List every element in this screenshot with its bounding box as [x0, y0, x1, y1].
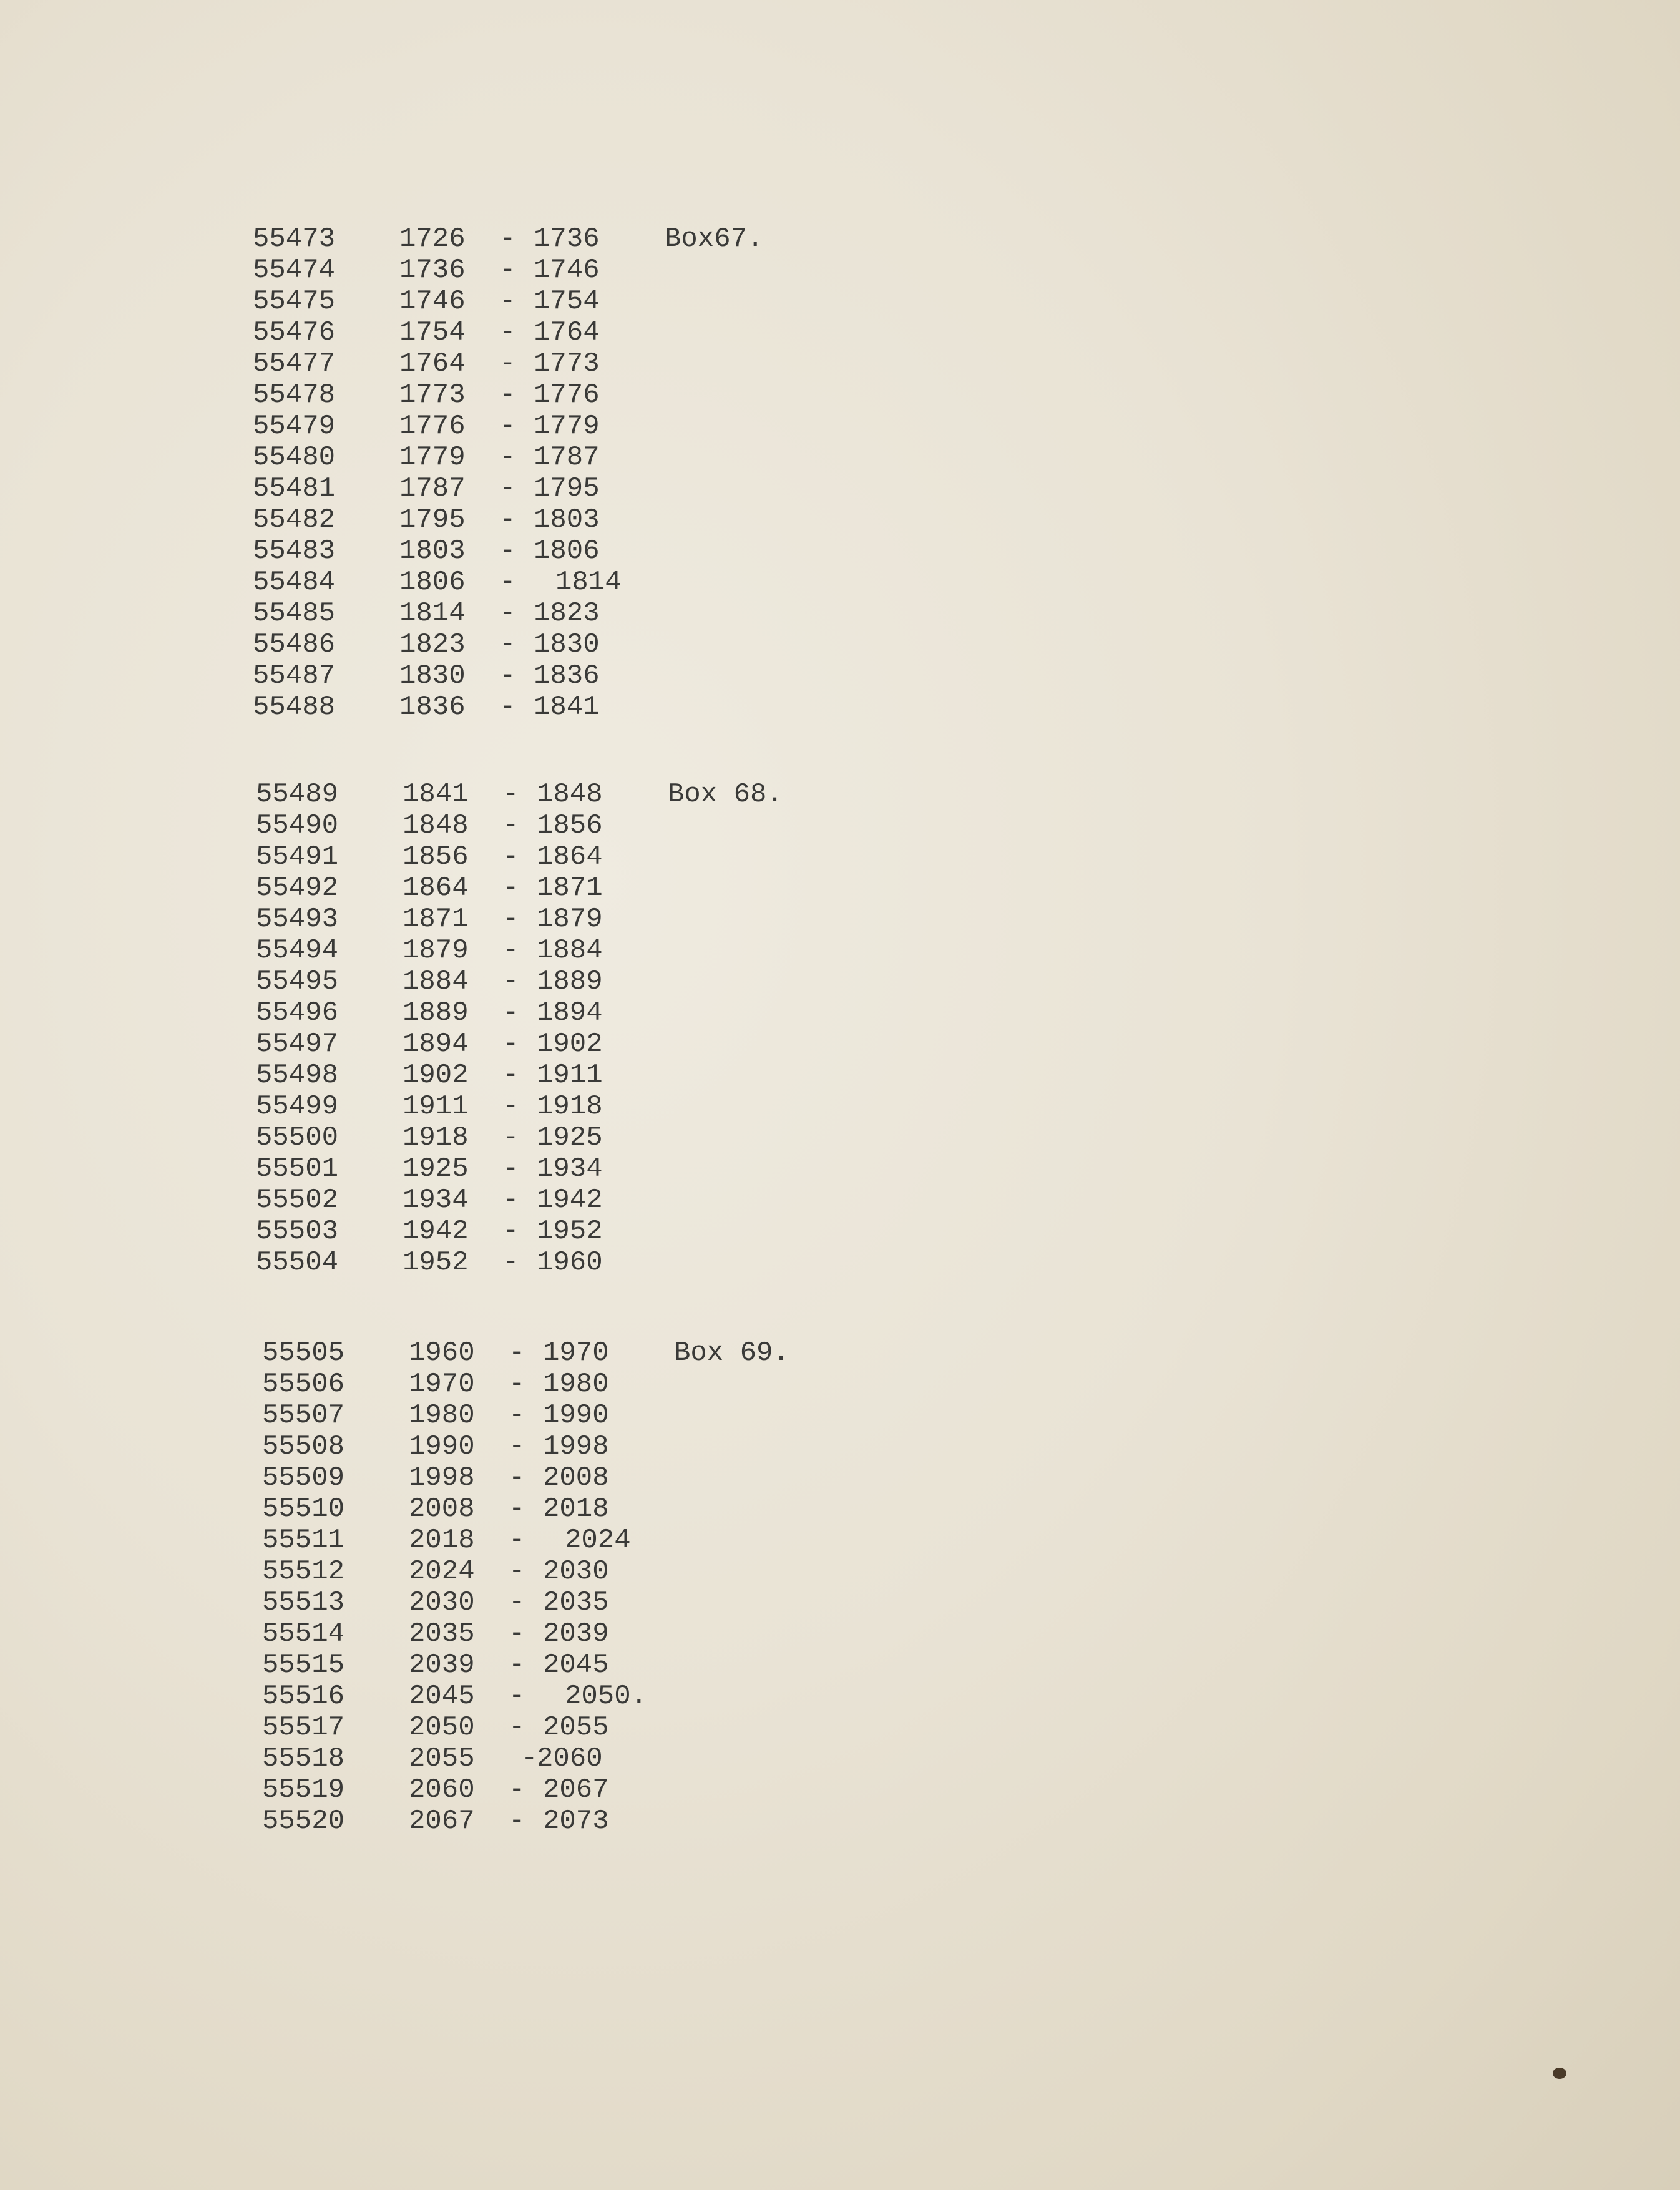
range-dash: - — [521, 1743, 538, 1774]
start-year: 2018 — [409, 1525, 475, 1556]
start-year: 1871 — [403, 904, 469, 935]
start-year: 1806 — [399, 567, 466, 598]
end-year: 1754 — [534, 286, 600, 317]
start-year: 1795 — [399, 504, 466, 535]
end-year: 1934 — [537, 1153, 603, 1185]
end-year: 1806 — [534, 535, 600, 567]
reel-row — [256, 1185, 880, 1216]
reel-row — [256, 1216, 880, 1247]
reel-row — [262, 1369, 886, 1400]
start-year: 1925 — [403, 1153, 469, 1185]
range-dash: - — [502, 904, 519, 935]
reel-row — [262, 1431, 886, 1462]
reel-row — [262, 1556, 886, 1587]
reel-number: 55495 — [256, 966, 339, 997]
start-year: 1942 — [403, 1216, 469, 1247]
reel-number: 55518 — [262, 1743, 345, 1774]
start-year: 1998 — [409, 1462, 475, 1493]
range-dash: - — [509, 1337, 525, 1369]
reel-number: 55480 — [253, 442, 336, 473]
range-dash: - — [499, 660, 516, 692]
end-year: 2055 — [543, 1712, 609, 1743]
reel-number: 55510 — [262, 1493, 345, 1525]
reel-row — [253, 660, 877, 692]
range-dash: - — [502, 1247, 519, 1278]
range-dash: - — [499, 567, 516, 598]
end-year: 1960 — [537, 1247, 603, 1278]
range-dash: - — [499, 629, 516, 660]
range-dash: - — [499, 379, 516, 411]
reel-number: 55512 — [262, 1556, 345, 1587]
end-year: 2018 — [543, 1493, 609, 1525]
end-year: 1836 — [534, 660, 600, 692]
range-dash: - — [499, 255, 516, 286]
reel-row — [253, 598, 877, 629]
paper-blemish — [1553, 2068, 1566, 2079]
reel-row — [253, 692, 877, 723]
reel-row — [253, 473, 877, 504]
reel-row — [262, 1743, 886, 1774]
reel-row — [256, 997, 880, 1029]
reel-number: 55474 — [253, 255, 336, 286]
reel-number: 55494 — [256, 935, 339, 966]
box-label: Box 69. — [674, 1337, 789, 1369]
end-year: 2035 — [543, 1587, 609, 1618]
start-year: 1726 — [399, 223, 466, 255]
start-year: 1918 — [403, 1122, 469, 1153]
start-year: 1884 — [403, 966, 469, 997]
reel-row — [262, 1774, 886, 1806]
reel-row — [262, 1337, 886, 1369]
start-year: 1864 — [403, 873, 469, 904]
range-dash: - — [502, 873, 519, 904]
range-dash: - — [502, 779, 519, 810]
range-dash: - — [509, 1774, 525, 1806]
reel-number: 55473 — [253, 223, 336, 255]
end-year: 1814 — [555, 567, 622, 598]
reel-number: 55519 — [262, 1774, 345, 1806]
reel-row — [256, 1153, 880, 1185]
reel-number: 55514 — [262, 1618, 345, 1650]
reel-number: 55485 — [253, 598, 336, 629]
start-year: 2067 — [409, 1806, 475, 1837]
reel-number: 55486 — [253, 629, 336, 660]
end-year: 1803 — [534, 504, 600, 535]
range-dash: - — [502, 1029, 519, 1060]
end-year: 2045 — [543, 1650, 609, 1681]
range-dash: - — [509, 1556, 525, 1587]
reel-number: 55504 — [256, 1247, 339, 1278]
reel-group-box-67 — [253, 223, 877, 723]
start-year: 1911 — [403, 1091, 469, 1122]
reel-row — [262, 1462, 886, 1493]
start-year: 2039 — [409, 1650, 475, 1681]
range-dash: - — [509, 1369, 525, 1400]
reel-number: 55483 — [253, 535, 336, 567]
end-year: 1864 — [537, 841, 603, 873]
start-year: 1960 — [409, 1337, 475, 1369]
range-dash: - — [509, 1493, 525, 1525]
reel-number: 55490 — [256, 810, 339, 841]
reel-row — [256, 1247, 880, 1278]
reel-number: 55491 — [256, 841, 339, 873]
start-year: 2060 — [409, 1774, 475, 1806]
start-year: 1848 — [403, 810, 469, 841]
end-year: 1889 — [537, 966, 603, 997]
reel-row — [253, 379, 877, 411]
end-year: 1841 — [534, 692, 600, 723]
reel-row — [253, 255, 877, 286]
reel-row — [256, 810, 880, 841]
reel-row — [256, 841, 880, 873]
end-year: 1918 — [537, 1091, 603, 1122]
range-dash: - — [509, 1681, 525, 1712]
start-year: 1776 — [399, 411, 466, 442]
reel-number: 55511 — [262, 1525, 345, 1556]
end-year: 1990 — [543, 1400, 609, 1431]
start-year: 1773 — [399, 379, 466, 411]
reel-number: 55516 — [262, 1681, 345, 1712]
end-year: 2024 — [565, 1525, 631, 1556]
start-year: 2045 — [409, 1681, 475, 1712]
end-year: 1776 — [534, 379, 600, 411]
end-year: 1787 — [534, 442, 600, 473]
range-dash: - — [509, 1462, 525, 1493]
start-year: 1902 — [403, 1060, 469, 1091]
reel-number: 55482 — [253, 504, 336, 535]
range-dash: - — [502, 1153, 519, 1185]
range-dash: - — [509, 1618, 525, 1650]
end-year: 1871 — [537, 873, 603, 904]
reel-number: 55477 — [253, 348, 336, 379]
end-year: 1879 — [537, 904, 603, 935]
start-year: 1856 — [403, 841, 469, 873]
start-year: 2030 — [409, 1587, 475, 1618]
range-dash: - — [509, 1525, 525, 1556]
range-dash: - — [509, 1587, 525, 1618]
reel-row — [262, 1618, 886, 1650]
reel-number: 55497 — [256, 1029, 339, 1060]
range-dash: - — [502, 1091, 519, 1122]
reel-number: 55476 — [253, 317, 336, 348]
range-dash: - — [502, 997, 519, 1029]
start-year: 2055 — [409, 1743, 475, 1774]
start-year: 1934 — [403, 1185, 469, 1216]
reel-row — [253, 567, 877, 598]
range-dash: - — [499, 598, 516, 629]
end-year: 1746 — [534, 255, 600, 286]
start-year: 1879 — [403, 935, 469, 966]
range-dash: - — [499, 286, 516, 317]
reel-number: 55499 — [256, 1091, 339, 1122]
reel-number: 55505 — [262, 1337, 345, 1369]
reel-number: 55492 — [256, 873, 339, 904]
end-year: 2067 — [543, 1774, 609, 1806]
range-dash: - — [509, 1712, 525, 1743]
reel-number: 55501 — [256, 1153, 339, 1185]
start-year: 1980 — [409, 1400, 475, 1431]
reel-row — [262, 1681, 886, 1712]
reel-row — [253, 223, 877, 255]
range-dash: - — [502, 841, 519, 873]
reel-group-box-69 — [262, 1337, 886, 1837]
range-dash: - — [499, 348, 516, 379]
end-year: 1942 — [537, 1185, 603, 1216]
range-dash: - — [502, 1185, 519, 1216]
reel-number: 55515 — [262, 1650, 345, 1681]
range-dash: - — [499, 411, 516, 442]
reel-row — [253, 411, 877, 442]
end-year: 1779 — [534, 411, 600, 442]
reel-row — [262, 1400, 886, 1431]
reel-number: 55503 — [256, 1216, 339, 1247]
end-year: 2008 — [543, 1462, 609, 1493]
reel-row — [253, 286, 877, 317]
start-year: 1830 — [399, 660, 466, 692]
reel-row — [256, 1091, 880, 1122]
range-dash: - — [502, 1216, 519, 1247]
range-dash: - — [499, 442, 516, 473]
range-dash: - — [502, 1122, 519, 1153]
reel-row — [253, 504, 877, 535]
reel-number: 55481 — [253, 473, 336, 504]
reel-number: 55493 — [256, 904, 339, 935]
range-dash: - — [502, 810, 519, 841]
range-dash: - — [499, 535, 516, 567]
start-year: 1823 — [399, 629, 466, 660]
range-dash: - — [499, 692, 516, 723]
end-year: 2030 — [543, 1556, 609, 1587]
range-dash: - — [499, 473, 516, 504]
reel-row — [253, 348, 877, 379]
range-dash: - — [502, 1060, 519, 1091]
reel-number: 55489 — [256, 779, 339, 810]
reel-row — [256, 779, 880, 810]
reel-number: 55508 — [262, 1431, 345, 1462]
range-dash: - — [509, 1650, 525, 1681]
start-year: 1841 — [403, 779, 469, 810]
reel-number: 55520 — [262, 1806, 345, 1837]
reel-number: 55509 — [262, 1462, 345, 1493]
start-year: 1889 — [403, 997, 469, 1029]
box-label: Box 68. — [668, 779, 783, 810]
reel-number: 55507 — [262, 1400, 345, 1431]
end-year: 2039 — [543, 1618, 609, 1650]
start-year: 1970 — [409, 1369, 475, 1400]
reel-row — [256, 966, 880, 997]
reel-number: 55475 — [253, 286, 336, 317]
end-year: 2060 — [537, 1743, 603, 1774]
end-year: 1884 — [537, 935, 603, 966]
range-dash: - — [509, 1806, 525, 1837]
reel-group-box-68 — [256, 779, 880, 1278]
reel-row — [262, 1712, 886, 1743]
start-year: 2024 — [409, 1556, 475, 1587]
reel-number: 55506 — [262, 1369, 345, 1400]
reel-row — [253, 442, 877, 473]
end-year: 1911 — [537, 1060, 603, 1091]
range-dash: - — [502, 935, 519, 966]
end-year: 1823 — [534, 598, 600, 629]
end-year: 1998 — [543, 1431, 609, 1462]
reel-row — [262, 1525, 886, 1556]
end-year: 1773 — [534, 348, 600, 379]
reel-number: 55496 — [256, 997, 339, 1029]
reel-row — [253, 535, 877, 567]
end-year: 2050. — [565, 1681, 648, 1712]
start-year: 1754 — [399, 317, 466, 348]
start-year: 1764 — [399, 348, 466, 379]
start-year: 2035 — [409, 1618, 475, 1650]
range-dash: - — [499, 223, 516, 255]
end-year: 1848 — [537, 779, 603, 810]
reel-row — [256, 1122, 880, 1153]
start-year: 2050 — [409, 1712, 475, 1743]
start-year: 1952 — [403, 1247, 469, 1278]
range-dash: - — [499, 504, 516, 535]
reel-number: 55502 — [256, 1185, 339, 1216]
reel-row — [262, 1493, 886, 1525]
start-year: 1814 — [399, 598, 466, 629]
reel-row — [262, 1587, 886, 1618]
end-year: 1980 — [543, 1369, 609, 1400]
reel-row — [256, 1029, 880, 1060]
start-year: 1736 — [399, 255, 466, 286]
reel-row — [256, 873, 880, 904]
start-year: 1990 — [409, 1431, 475, 1462]
start-year: 2008 — [409, 1493, 475, 1525]
reel-number: 55478 — [253, 379, 336, 411]
start-year: 1787 — [399, 473, 466, 504]
end-year: 1952 — [537, 1216, 603, 1247]
end-year: 1736 — [534, 223, 600, 255]
box-label: Box67. — [665, 223, 764, 255]
end-year: 1902 — [537, 1029, 603, 1060]
end-year: 1894 — [537, 997, 603, 1029]
reel-row — [253, 317, 877, 348]
reel-number: 55479 — [253, 411, 336, 442]
reel-number: 55488 — [253, 692, 336, 723]
range-dash: - — [509, 1431, 525, 1462]
range-dash: - — [502, 966, 519, 997]
reel-number: 55484 — [253, 567, 336, 598]
reel-row — [253, 629, 877, 660]
range-dash: - — [499, 317, 516, 348]
start-year: 1746 — [399, 286, 466, 317]
end-year: 1925 — [537, 1122, 603, 1153]
reel-number: 55500 — [256, 1122, 339, 1153]
end-year: 1795 — [534, 473, 600, 504]
start-year: 1894 — [403, 1029, 469, 1060]
reel-number: 55517 — [262, 1712, 345, 1743]
end-year: 2073 — [543, 1806, 609, 1837]
end-year: 1970 — [543, 1337, 609, 1369]
end-year: 1856 — [537, 810, 603, 841]
reel-number: 55498 — [256, 1060, 339, 1091]
reel-row — [262, 1650, 886, 1681]
reel-number: 55487 — [253, 660, 336, 692]
reel-row — [256, 1060, 880, 1091]
start-year: 1779 — [399, 442, 466, 473]
start-year: 1803 — [399, 535, 466, 567]
reel-row — [256, 935, 880, 966]
reel-number: 55513 — [262, 1587, 345, 1618]
range-dash: - — [509, 1400, 525, 1431]
reel-row — [262, 1806, 886, 1837]
reel-row — [256, 904, 880, 935]
end-year: 1830 — [534, 629, 600, 660]
end-year: 1764 — [534, 317, 600, 348]
start-year: 1836 — [399, 692, 466, 723]
